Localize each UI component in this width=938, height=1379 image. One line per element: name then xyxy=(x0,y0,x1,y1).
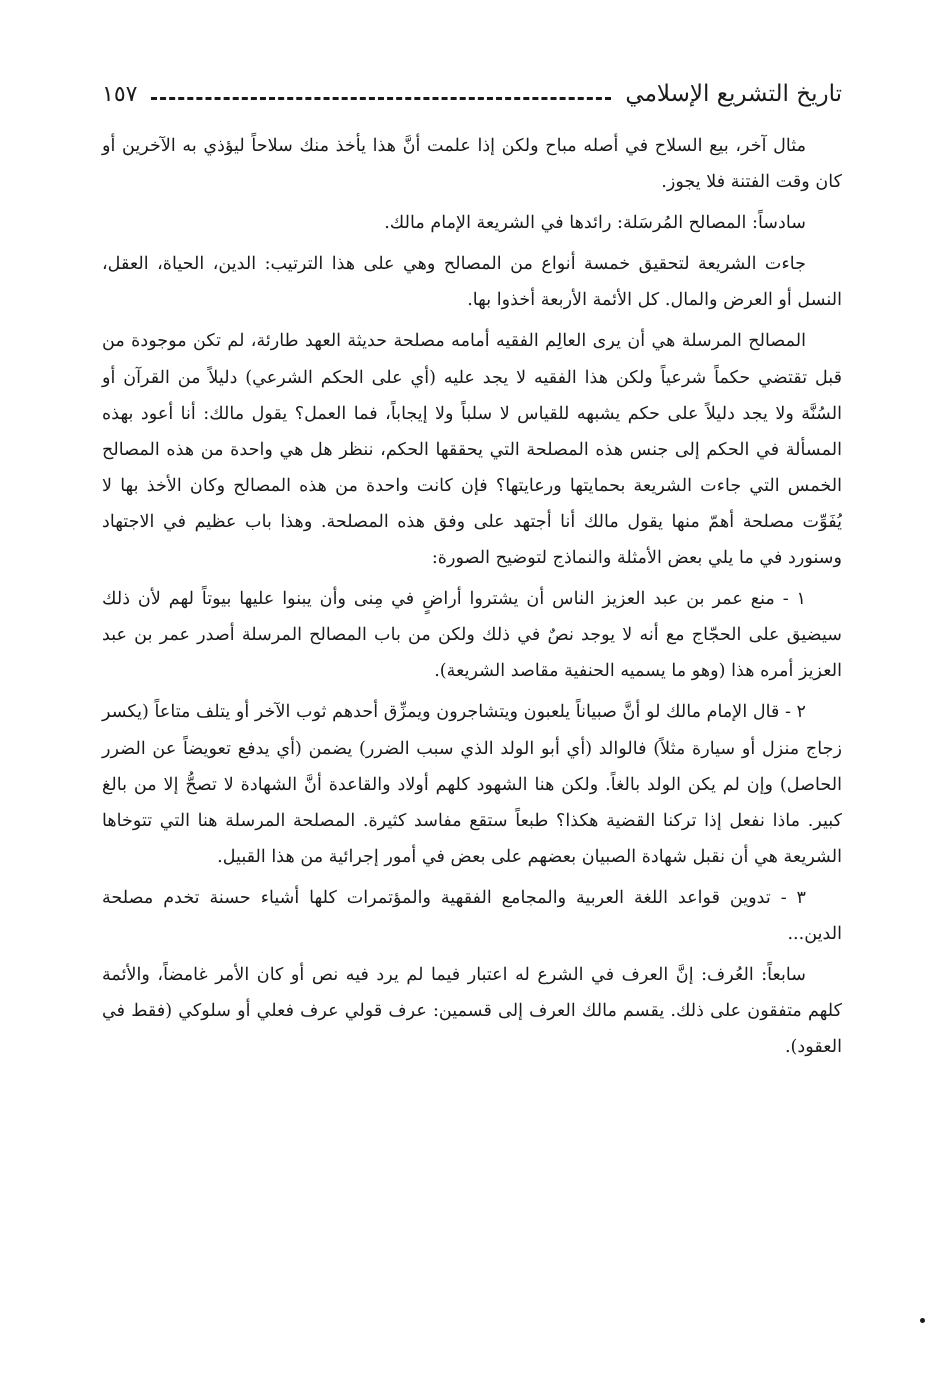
paragraph-five-interests: جاءت الشريعة لتحقيق خمسة أنواع من المصالح وهي على هذا الترتيب: الدين، الحياة، العقل، النسل أو العرض والمال. كل الأئمة الأربعة أخذوا بها. xyxy=(102,254,842,311)
page-header xyxy=(102,72,842,116)
list-item-3: ٣ - تدوين قواعد اللغة العربية والمجامع الفقهية والمؤتمرات كلها أشياء حسنة تخدم مصلحة الدين... xyxy=(102,887,842,944)
header-dotted-leader xyxy=(151,97,611,100)
section-heading-urf: سابعاً: العُرف: إنَّ العرف في الشرع له اعتبار فيما لم يرد فيه نص أو كان الأمر غامضاً، والأئمة كلهم متفقون على ذلك. يقسم مالك العرف إلى قسمين: عرف قولي عرف فعلي أو سلوكي (فقط في العقود). xyxy=(102,965,842,1058)
paragraph-definition-masalih: المصالح المرسلة هي أن يرى العالِم الفقيه أمامه مصلحة حديثة العهد طارئة، لم تكن موجودة من قبل تقتضي حكماً شرعياً ولكن هذا الفقيه لا يجد عليه (أي على الحكم الشرعي) دليلاً من القرآن أو السُنَّة ولا يجد دليلاً على حكم يشبهه للقياس لا سلباً ولا إيجاباً، فما العمل؟ يقول مالك: أنا أعود بهذه المسألة في الحكم إلى جنس هذه المصلحة التي يحققها الحكم، ننظر هل هي واحدة من هذه المصالح الخمس التي جاءت الشريعة بحمايتها ورعايتها؟ فإن كانت واحدة من هذه المصالح وكان الأخذ بها لا يُفَوِّت مصلحة أهمّ منها يقول مالك أنا أجتهد على وفق هذه المصلحة. وهذا باب عظيم في الاجتهاد وسنورد في ما يلي بعض الأمثلة والنماذج لتوضيح الصورة: xyxy=(102,331,842,569)
running-title: تاريخ التشريع الإسلامي xyxy=(625,81,842,107)
list-item-1: ١ - منع عمر بن عبد العزيز الناس أن يشتروا أراضٍ في مِنى وأن يبنوا عليها بيوتاً لهم لأن ذلك سيضيق على الحجّاج مع أنه لا يوجد نصٌ في ذلك ولكن من باب المصالح المرسلة أصدر عمر بن عبد العزيز أمره هذا (وهو ما يسميه الحنفية مقاصد الشريعة). xyxy=(102,589,842,682)
page-body xyxy=(102,128,842,1065)
page-number: ١٥٧ xyxy=(102,81,138,107)
paragraph-example-weapons: مثال آخر، بيع السلاح في أصله مباح ولكن إذا علمت أنَّ هذا يأخذ منك سلاحاً ليؤذي به الآخرين أو كان وقت الفتنة فلا يجوز. xyxy=(102,136,842,193)
section-heading-masalih-mursala: سادساً: المصالح المُرسَلة: رائدها في الشريعة الإمام مالك. xyxy=(384,213,806,234)
list-item-2: ٢ - قال الإمام مالك لو أنَّ صبياناً يلعبون ويتشاجرون ويمزِّق أحدهم ثوب الآخر أو يتلف متاعاً (يكسر زجاج منزل أو سيارة مثلاً) فالوالد (أي أبو الولد الذي سبب الضرر) يضمن (أي يدفع تعويضاً عن الضرر الحاصل) وإن لم يكن الولد بالغاً. ولكن هنا الشهود كلهم أولاد والقاعدة أنَّ الشهادة لا تصحُّ إلا من بالغ كبير. ماذا نفعل إذا تركنا القضية هكذا؟ طبعاً ستقع مفاسد كثيرة. المصلحة المرسلة هنا التي تتوخاها الشريعة هي أن نقبل شهادة الصبيان بعضهم على بعض في أمور إجرائية من هذا القبيل. xyxy=(102,702,842,867)
scan-speck xyxy=(920,1318,925,1323)
